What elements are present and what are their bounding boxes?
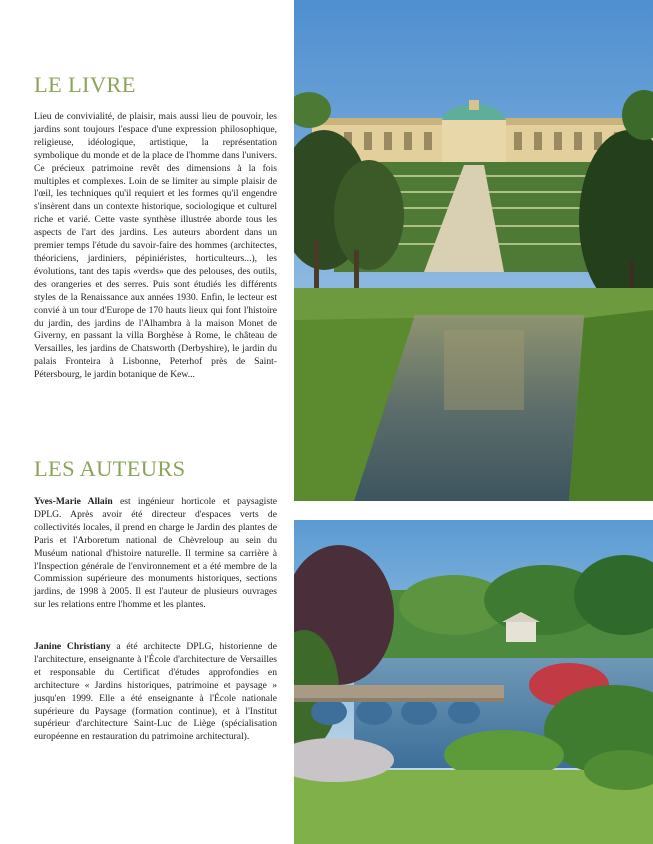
landscape-garden-photo [294, 520, 653, 844]
author-bio-1 [34, 496, 277, 612]
les-auteurs-heading: LES AUTEURS [34, 456, 186, 481]
palace-garden-photo [294, 0, 653, 501]
le-livre-text: Lieu de convivialité, de plaisir, mais aussi lieu de pouvoir, les jardins sont toujours l'espace d'une expression philosophique, religieuse, idéologique, artistique, la représentation symbolique du monde et de la place de l'homme dans l'univers. Ce précieux patrimoine revêt des dimensions à la fois multiples et complexes. Loin de se limiter au simple plaisir de l'œil, les techniques qu'il requiert et les formes qu'il engendre s'insèrent dans un contexte historique, sociologique et culturel riche et varié. Cette vaste synthèse illustrée aborde tous les aspects de l'art des jardins. Les auteurs abordent dans un premier temps l'étude du savoir-faire des hommes (architectes, théoriciens, jardiniers, pépiniéristes, horticulteurs...), les évolutions, tant des tapis «verds» que des pelouses, des outils, des orangeries et des serres. Puis sont étudiés les différents styles de la Renaissance aux années 1930. Enfin, le lecteur est convié à un tour d'Europe de 170 hauts lieux qui font l'histoire du jardin, des jardins de l'Alhambra à la maison Monet de Giverny, en passant la villa Borghèse à Rome, le château de Versailles, les jardins de Chatsworth (Derbyshire), le jardin du palais Fronteira à Lisbonne, Peterhof près de Saint-Pétersbourg, le jardin botanique de Kew... [34, 111, 277, 381]
author-name-2: Janine Christiany [34, 641, 111, 652]
author-bio-2 [34, 641, 277, 744]
author-name-1: Yves-Marie Allain [34, 496, 113, 507]
author-text-1: est ingénieur horticole et paysagiste DPLG. Après avoir été directeur d'espaces verts de collectivités locales, il prend en charge le Jardin des plantes de Paris et l'Arboretum national de Chèvreloup au sein du Muséum national d'histoire naturelle. Il termine sa carrière à l'Inspection générale de l'environnement et a été membre de la Commission supérieure des monuments historiques, sections jardins, de 1998 à 2005. Il est l'auteur de plusieurs ouvrages sur les relations entre l'homme et les plantes. [34, 496, 277, 611]
le-livre-heading: LE LIVRE [34, 72, 136, 97]
author-text-2: a été architecte DPLG, historienne de l'architecture, enseignante à l'École d'architecture de Versailles et responsable du Certificat d'études approfondies en architecture « Jardins historiques, patrimoine et paysage » jusqu'en 1999. Elle a été enseignante à l'École nationale supérieure du Paysage (formation continue), et à l'Institut supérieur d'architecture Saint-Luc de Liège (spécialisation européenne en restauration du patrimoine architectural). [34, 641, 277, 743]
